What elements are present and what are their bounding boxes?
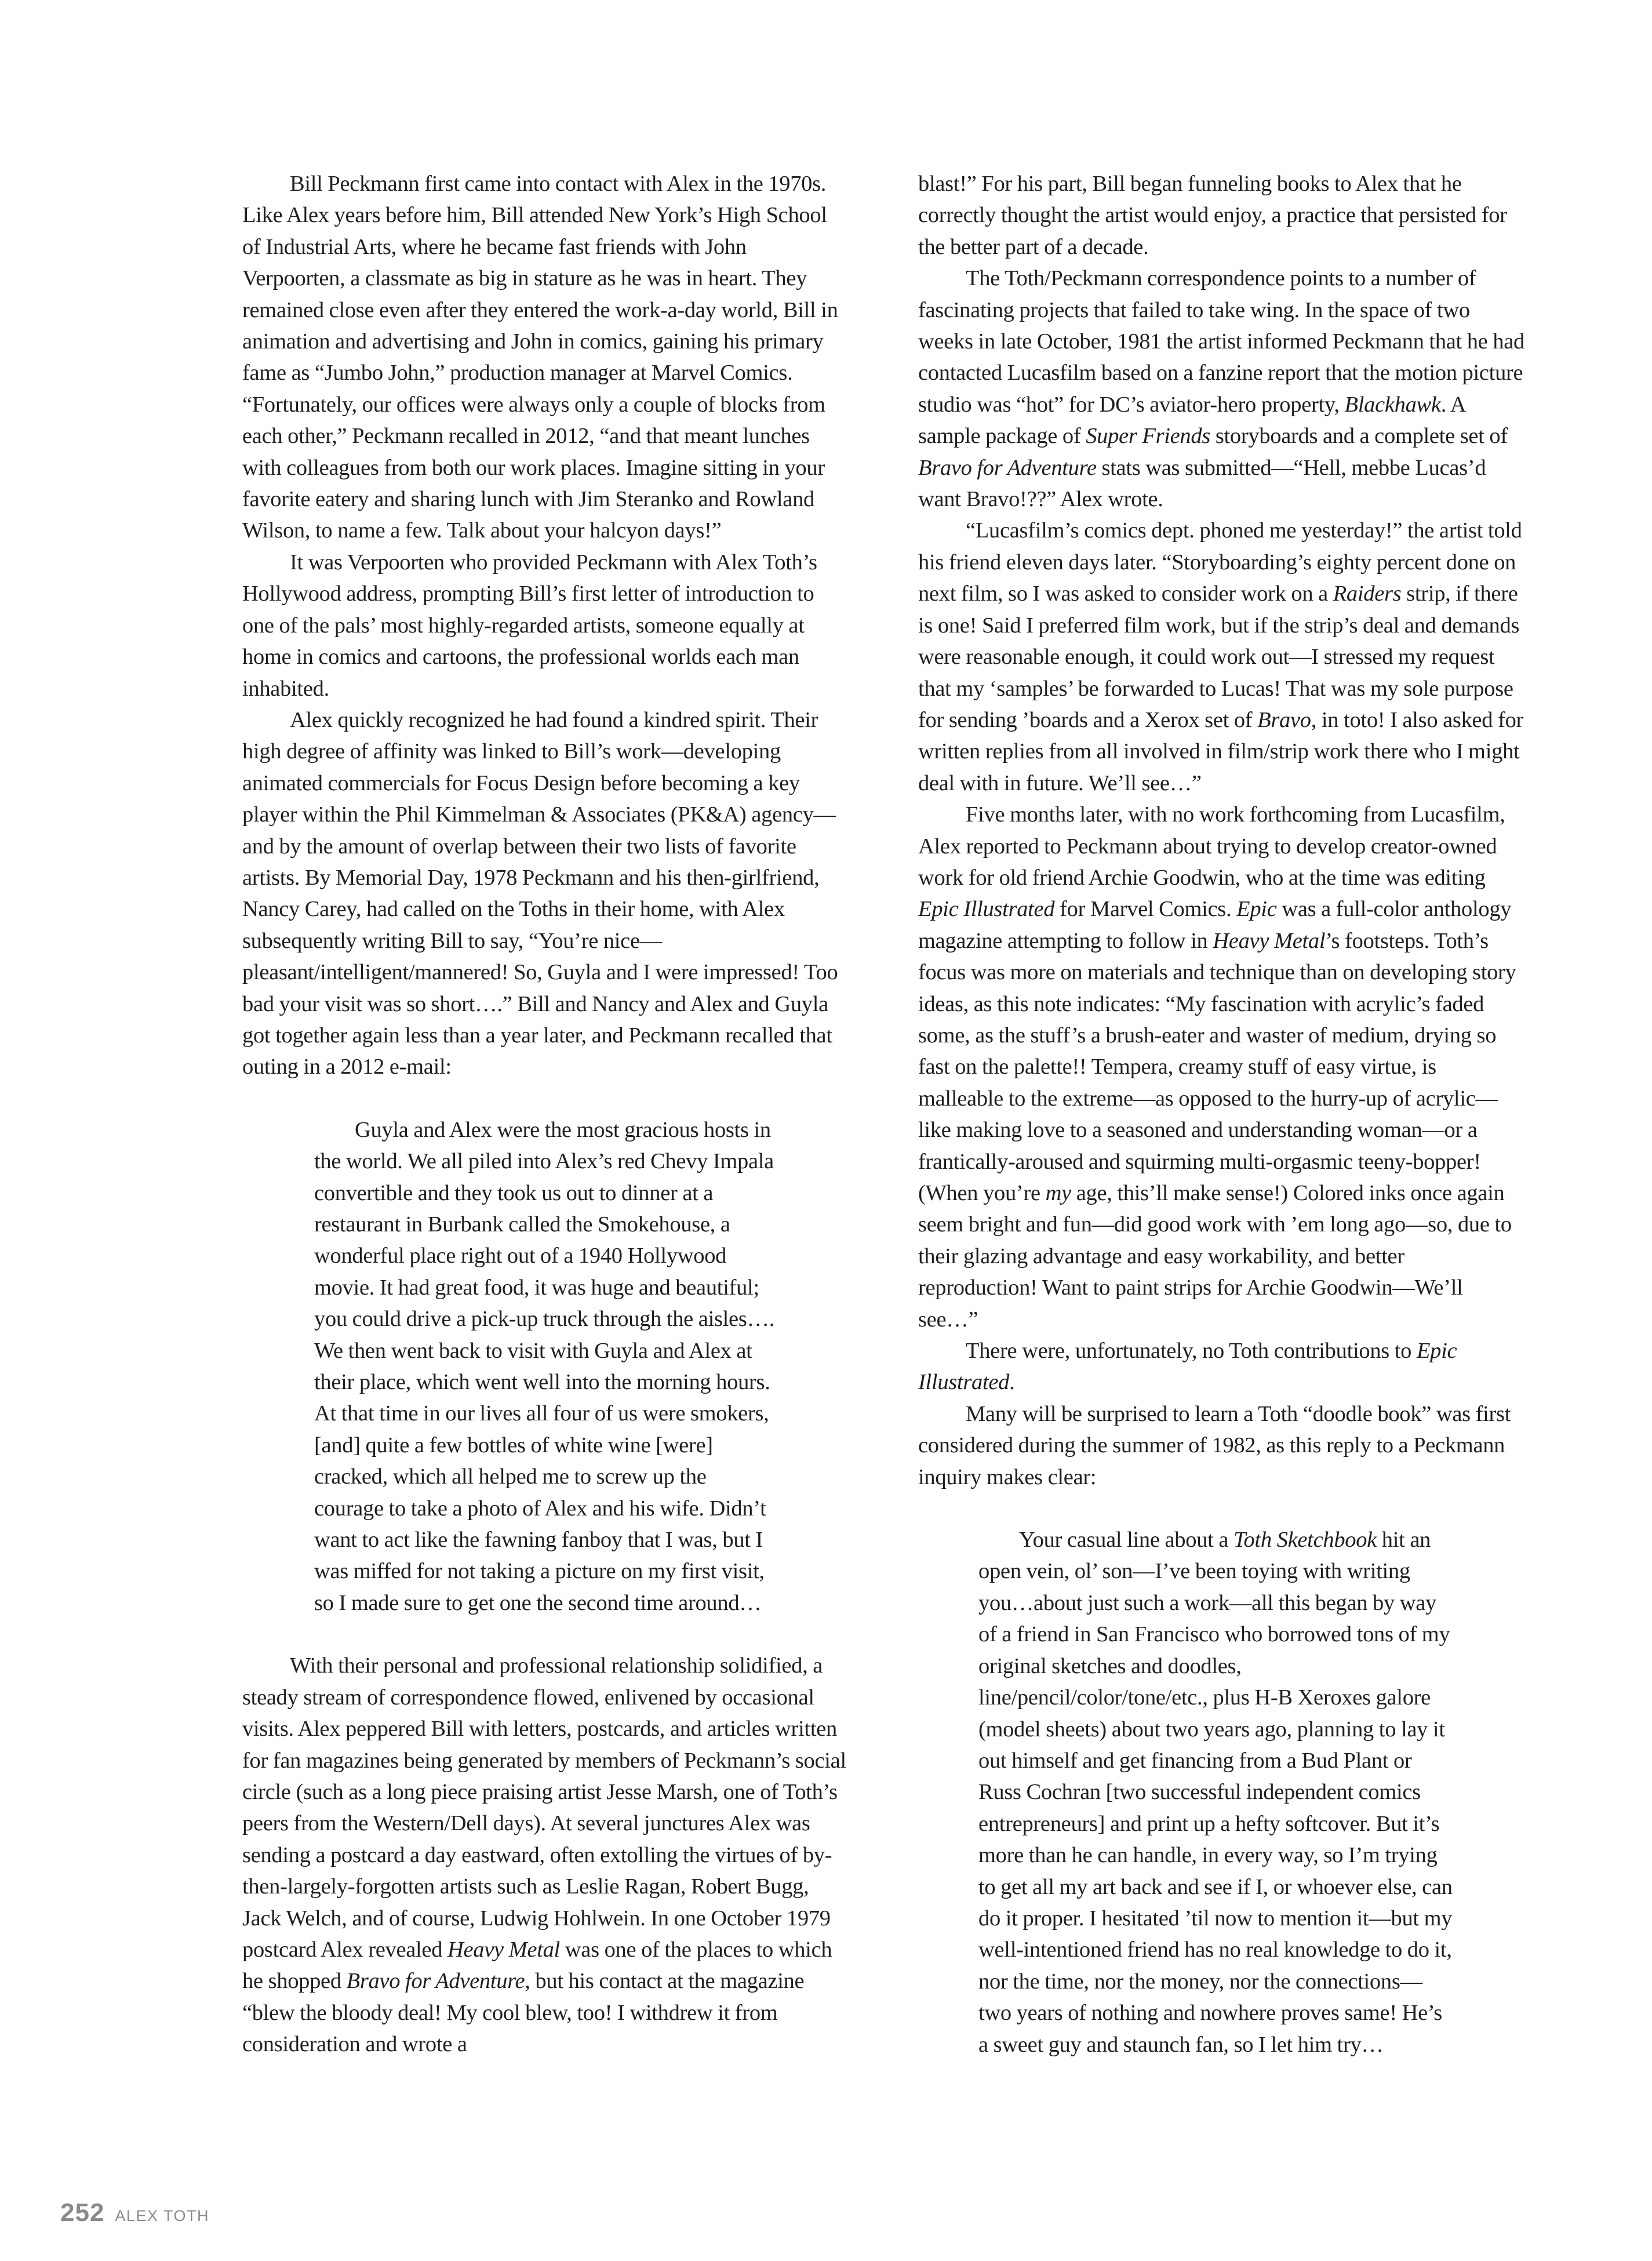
running-head: ALEX TOTH [115, 2207, 209, 2224]
paragraph: The Toth/Peckmann correspondence points to a number of fascinating projects that failed to take wing. In the space of two weeks in late October, 1981 the artist informed Peckmann that he had contacted Lucasfilm based on a fanzine report that the motion picture studio was “hot” for DC’s aviator-hero property, Blackhawk. A sample package of Super Friends storyboards and a complete set of Bravo for Adventure stats was submitted—“Hell, mebbe Lucas’d want Bravo!??” Alex wrote. [918, 266, 1524, 512]
right-text-column [918, 168, 1526, 2092]
paragraph: With their personal and professional relationship solidified, a steady stream of correspondence flowed, enlivened by occasional visits. Alex peppered Bill with letters, postcards, and articles written for fan magazines being generated by members of Peckmann’s social circle (such as a long piece praising artist Jesse Marsh, one of Toth’s peers from the Western/Dell days). At several junctures Alex was sending a postcard a day eastward, often extolling the virtues of by-then-largely-forgotten artists such as Leslie Ragan, Robert Bugg, Jack Welch, and of course, Ludwig Hohlwein. In one October 1979 postcard Alex revealed Heavy Metal was one of the places to which he shopped Bravo for Adventure, but his contact at the magazine “blew the bloody deal! My cool blew, too! I withdrew it from consideration and wrote a [242, 1653, 846, 2057]
quote-text: Guyla and Alex were the most gracious hosts in the world. We all piled into Alex’s red Chevy Impala convertible and they took us out to dinner at a restaurant in Burbank called the Smokehouse, a wonderful place right out of a 1940 Hollywood movie. It had great food, it was huge and beautiful; you could drive a pick-up truck through the aisles…. We then went back to visit with Guyla and Alex at their place, which went well into the morning hours. At that time in our lives all four of us were smokers, [and] quite a few bottles of white wine [were] cracked, which all helped me to screw up the courage to take a photo of Alex and his wife. Didn’t want to act like the fawning fanboy that I was, but I was miffed for not taking a picture on my first visit, so I made sure to get one the second time around… [314, 1117, 775, 1615]
block-quote-toth-reply [978, 1524, 1454, 2060]
paragraph: It was Verpoorten who provided Peckmann with Alex Toth’s Hollywood address, prompting Bill’s first letter of introduction to one of the pals’ most highly-regarded artists, someone equally at home in comics and cartoons, the professional worlds each man inhabited. [242, 550, 817, 701]
paragraph: Five months later, with no work forthcoming from Lucasfilm, Alex reported to Peckmann about trying to develop creator-owned work for old friend Archie Goodwin, who at the time was editing Epic Illustrated for Marvel Comics. Epic was a full-color anthology magazine attempting to follow in Heavy Metal’s footsteps. Toth’s focus was more on materials and technique than on developing story ideas, as this note indicates: “My fascination with acrylic’s faded some, as the stuff’s a brush-eater and waster of medium, drying so fast on the palette!! Tempera, creamy stuff of easy virtue, is malleable to the extreme—as opposed to the hurry-up of acrylic—like making love to a seasoned and understanding woman—or a frantically-aroused and squirming multi-orgasmic teeny-bopper! (When you’re my age, this’ll make sense!) Colored inks once again seem bright and fun—did good work with ’em long ago—so, due to their glazing advantage and easy workability, and better reproduction! Want to paint strips for Archie Goodwin—We’ll see…” [918, 802, 1516, 1332]
paragraph-continued: blast!” For his part, Bill began funneling books to Alex that he correctly thought the artist would enjoy, a practice that persisted for the better part of a decade. [918, 172, 1507, 259]
quote-text: Your casual line about a Toth Sketchbook hit an open vein, ol’ son—I’ve been toying with writing you…about just such a work—all this began by way of a friend in San Francisco who borrowed tons of my original sketches and doodles, line/pencil/color/tone/etc., plus H-B Xeroxes galore (model sheets) about two years ago, planning to lay it out himself and get financing from a Bud Plant or Russ Cochran [two successful independent comics entrepreneurs] and print up a hefty softcover. But it’s more than he can handle, in every way, so I’m trying to get all my art back and see if I, or whoever else, can do it proper. I hesitated ’til now to mention it—but my well-intentioned friend has no real knowledge to do it, nor the time, nor the money, nor the connections—two years of nothing and nowhere proves same! He’s a sweet guy and staunch fan, so I let him try… [978, 1528, 1453, 2057]
paragraph: Alex quickly recognized he had found a kindred spirit. Their high degree of affinity was linked to Bill’s work—developing animated commercials for Focus Design before becoming a key player within the Phil Kimmelman & Associates (PK&A) agency—and by the amount of overlap between their two lists of favorite artists. By Memorial Day, 1978 Peckmann and his then-girlfriend, Nancy Carey, had called on the Toths in their home, with Alex subsequently writing Bill to say, “You’re nice—pleasant/intelligent/mannered! So, Guyla and I were impressed! Too bad your visit was so short….” Bill and Nancy and Alex and Guyla got together again less than a year later, and Peckmann recalled that outing in a 2012 e-mail: [242, 707, 838, 1079]
paragraph: “Lucasfilm’s comics dept. phoned me yesterday!” the artist told his friend eleven days later. “Storyboarding’s eighty percent done on next film, so I was asked to consider work on a Raiders strip, if there is one! Said I preferred film work, but if the strip’s deal and demands were reasonable enough, it could work out—I stressed my request that my ‘samples’ be forwarded to Lucas! That was my sole purpose for sending ’boards and a Xerox set of Bravo, in toto! I also asked for written replies from all involved in film/strip work there who I might deal with in future. We’ll see…” [918, 518, 1524, 795]
block-quote-peckmann-email [314, 1114, 778, 1619]
page-footer [60, 2198, 209, 2227]
paragraph: Bill Peckmann first came into contact with Alex in the 1970s. Like Alex years before him, Bill attended New York’s High School of Industrial Arts, where he became fast friends with John Verpoorten, a classmate as big in stature as he was in heart. They remained close even after they entered the work-a-day world, Bill in animation and advertising and John in comics, gaining his primary fame as “Jumbo John,” production manager at Marvel Comics. “Fortunately, our offices were always only a couple of blocks from each other,” Peckmann recalled in 2012, “and that meant lunches with colleagues from both our work places. Imagine sitting in your favorite eatery and sharing lunch with Jim Steranko and Rowland Wilson, to name a few. Talk about your halcyon days!” [242, 172, 838, 543]
paragraph: Many will be surprised to learn a Toth “doodle book” was first considered during the summer of 1982, as this reply to a Peckmann inquiry makes clear: [918, 1401, 1511, 1489]
page-number: 252 [60, 2198, 105, 2227]
paragraph: There were, unfortunately, no Toth contributions to Epic Illustrated. [918, 1339, 1457, 1395]
left-text-column [242, 168, 850, 2060]
